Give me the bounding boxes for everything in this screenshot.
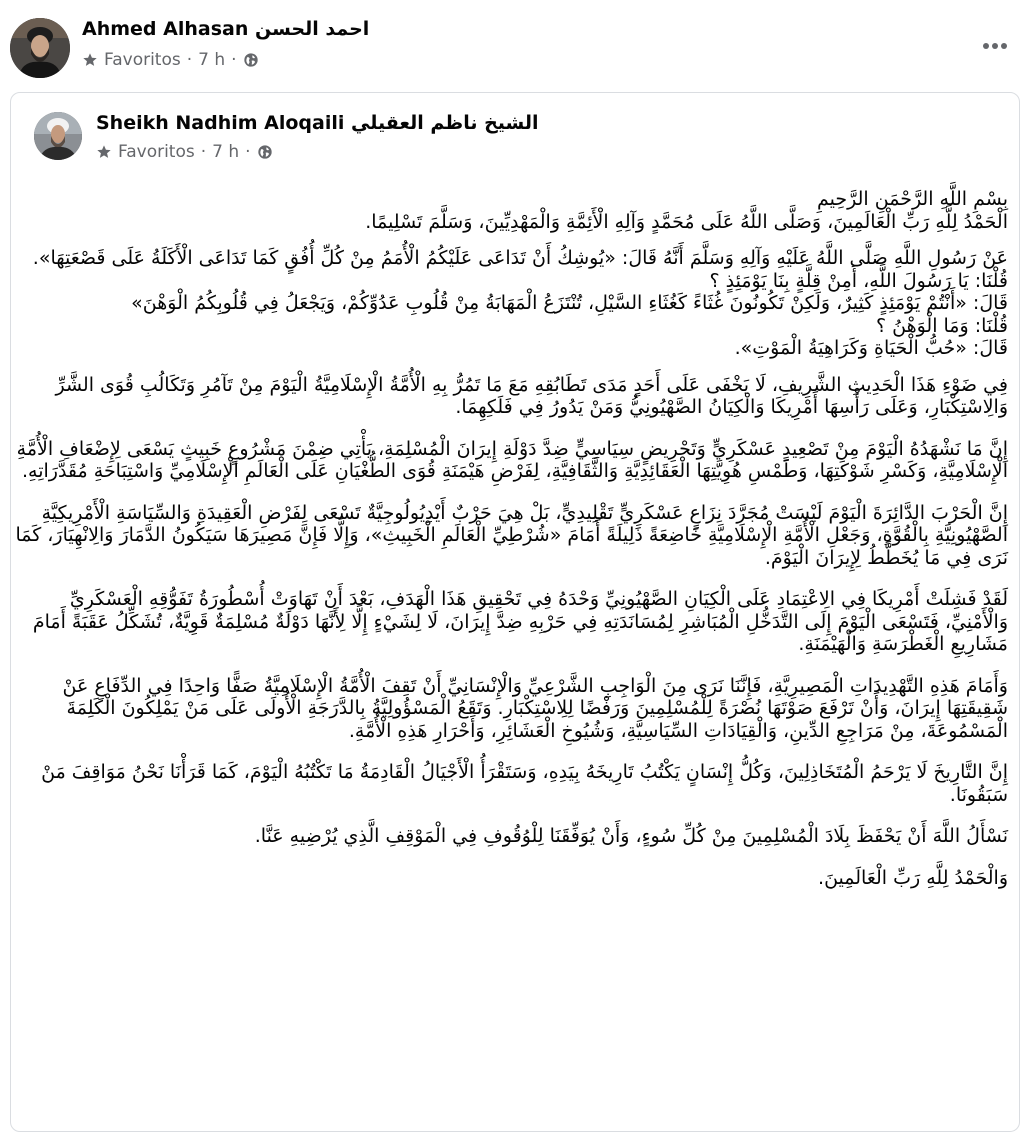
star-icon bbox=[96, 144, 112, 160]
body-paragraph: فِي ضَوْءِ هَذَا الْحَدِيثِ الشَّرِيفِ، لَا يَخْفَى عَلَى أَحَدٍ مَدَى تَطَابُقِهِ مَعَ مَا تَمُرُّ بِهِ الْأُمَّةُ الْإِسْلَامِيَّةُ الْيَوْمَ مِنْ تَآمُرِ وَتَكَالُبِ قُوَى الشَّرِّ وَالِاسْتِكْبَارِ، وَعَلَى رَأْسِهَا أَمْرِيكَا وَالْكِيَانُ الصَّهْيُونِيُّ وَمَنْ يَدُورُ فِي فَلَكِهِمَا. bbox=[55, 373, 1008, 418]
outer-author-name[interactable]: Ahmed Alhasan احمد الحسن bbox=[82, 18, 370, 40]
shared-post-meta bbox=[96, 142, 273, 162]
avatar-image bbox=[10, 18, 70, 78]
post-time[interactable]: 7 h bbox=[198, 50, 226, 70]
body-paragraph: وَأَمَامَ هَذِهِ التَّهْدِيدَاتِ الْمَصِيرِيَّةِ، فَإِنَّنَا نَرَى مِنَ الْوَاجِبِ الشَّرْعِيِّ وَالْإِنْسَانِيِّ أَنْ تَقِفَ الْأُمَّةُ الْإِسْلَامِيَّةُ صَفًّا وَاحِدًا فِي الدِّفَاعِ عَنْ شَقِيقَتِهَا إِيرَانَ، وَأَنْ تَرْفَعَ صَوْتَهَا نُصْرَةً لِلْمُسْلِمِينَ وَرَفْضًا لِلِاسْتِكْبَارِ. وَتَقَعُ الْمَسْؤُولِيَّةُ بِالدَّرَجَةِ الْأُولَى عَلَى مَنْ يَمْلِكُونَ الْكَلِمَةَ الْمَسْمُوعَةَ، مِنْ مَرَاجِعِ الدِّينِ، وَالْقِيَادَاتِ السِّيَاسِيَّةِ، وَشُيُوخِ الْعَشَائِرِ، وَأَحْرَارِ هَذِهِ الْأُمَّةِ. bbox=[62, 674, 1008, 742]
hadith-paragraph: عَنْ رَسُولِ اللَّهِ صَلَّى اللَّهُ عَلَيْهِ وَآلِهِ وَسَلَّمَ أَنَّهُ قَالَ: «يُوشِكُ أَنْ تَدَاعَى عَلَيْكُمُ الْأُمَمُ مِنْ كُلِّ أُفُقٍ كَمَا تَدَاعَى الْأَكَلَةُ عَلَى قَصْعَتِهَا». bbox=[32, 247, 1008, 269]
audience-label[interactable]: Favoritos bbox=[118, 142, 195, 162]
more-options-button[interactable] bbox=[981, 30, 1009, 58]
hadith-question: قُلْنَا: يَا رَسُولَ اللَّهِ، أَمِنْ قِلَّةٍ بِنَا يَوْمَئِذٍ ؟ bbox=[709, 269, 1008, 292]
shared-author-name[interactable]: Sheikh Nadhim Aloqaili الشيخ ناظم العقيلي bbox=[96, 112, 539, 134]
body-paragraph: لَقَدْ فَشِلَتْ أَمْرِيكَا فِي الِاعْتِمَادِ عَلَى الْكِيَانِ الصَّهْيُونِيِّ وَحْدَهُ فِي تَحْقِيقِ هَذَا الْهَدَفِ، بَعْدَ أَنْ تَهَاوَتْ أُسْطُورَةُ تَفَوُّقِهِ الْعَسْكَرِيِّ وَالْأَمْنِيِّ، فَتَسْعَى الْيَوْمَ إِلَى التَّدَخُّلِ الْمُبَاشِرِ لِمُسَانَدَتِهِ فِي حَرْبِهِ ضِدَّ إِيرَانَ، لَا لِشَيْءٍ إِلَّا لِأَنَّهَا دَوْلَةٌ مُسْلِمَةٌ قَوِيَّةٌ، تُشَكِّلُ عَقَبَةً أَمَامَ مَشَارِيعِ الْغَطْرَسَةِ وَالْهَيْمَنَةِ. bbox=[32, 588, 1008, 655]
meta-separator: · bbox=[186, 50, 193, 70]
body-paragraph: إِنَّ مَا نَشْهَدُهُ الْيَوْمَ مِنْ تَصْعِيدٍ عَسْكَرِيٍّ وَتَحْرِيضٍ سِيَاسِيٍّ ضِدَّ دَوْلَةِ إِيرَانَ الْمُسْلِمَةِ، يَأْتِي ضِمْنَ مَشْرُوعٍ خَبِيثٍ يَسْعَى لِإِضْعَافِ الْأُمَّةِ الْإِسْلَامِيَّةِ، وَكَسْرِ شَوْكَتِهَا، وَطَمْسِ هُوِيَّتِهَا الْعَقَائِدِيَّةِ وَالثَّقَافِيَّةِ، لِفَرْضِ هَيْمَنَةِ قُوَى الطُّغْيَانِ عَلَى الْعَالَمِ الْإِسْلَامِيِّ وَاسْتِبَاحَةِ مُقَدَّرَاتِهِ. bbox=[16, 437, 1008, 482]
body-paragraph: إِنَّ التَّارِيخَ لَا يَرْحَمُ الْمُتَخَاذِلِينَ، وَكُلُّ إِنْسَانٍ يَكْتُبُ تَارِيخَهُ بِيَدِهِ، وَسَتَقْرَأُ الْأَجْيَالُ الْقَادِمَةُ مَا تَكْتُبُهُ الْيَوْمَ، كَمَا قَرَأْنَا نَحْنُ مَوَاقِفَ مَنْ سَبَقُونَا. bbox=[41, 761, 1008, 806]
star-icon bbox=[82, 52, 98, 68]
post-time[interactable]: 7 h bbox=[212, 142, 240, 162]
globe-icon bbox=[243, 52, 259, 68]
hadith-answer: قَالَ: «أَنْتُمْ يَوْمَئِذٍ كَثِيرٌ، وَلَكِنْ تَكُونُونَ غُثَاءً كَغُثَاءِ السَّيْلِ، تُنْتَزَعُ الْمَهَابَةُ مِنْ قُلُوبِ عَدُوِّكُمْ، وَيَجْعَلُ فِي قُلُوبِكُمُ الْوَهْنَ» bbox=[131, 292, 1008, 314]
hadith-answer: قَالَ: «حُبُّ الْحَيَاةِ وَكَرَاهِيَةُ الْمَوْتِ». bbox=[734, 337, 1008, 359]
hadith-question: قُلْنَا: وَمَا الْوَهْنُ ؟ bbox=[875, 314, 1008, 337]
body-paragraph: نَسْأَلُ اللَّهَ أَنْ يَحْفَظَ بِلَادَ الْمُسْلِمِينَ مِنْ كُلِّ سُوءٍ، وَأَنْ يُوَفِّقَنَا لِلْوُقُوفِ فِي الْمَوْقِفِ الَّذِي يُرْضِيهِ عَنَّا. bbox=[254, 825, 1008, 847]
hamd-line: الْحَمْدُ لِلَّهِ رَبِّ الْعَالَمِينَ، وَصَلَّى اللَّهُ عَلَى مُحَمَّدٍ وَآلِهِ الْأَئِمَّةِ وَالْمَهْدِيِّينَ، وَسَلَّمَ تَسْلِيمًا. bbox=[365, 210, 1008, 233]
shared-author-avatar[interactable] bbox=[34, 112, 82, 160]
audience-label[interactable]: Favoritos bbox=[104, 50, 181, 70]
meta-separator: · bbox=[231, 50, 237, 70]
post-body bbox=[14, 188, 1008, 908]
globe-icon bbox=[257, 144, 273, 160]
meta-separator: · bbox=[245, 142, 251, 162]
closing-line: وَالْحَمْدُ لِلَّهِ رَبِّ الْعَالَمِينَ. bbox=[818, 866, 1008, 889]
basmala-line: بِسْمِ اللَّهِ الرَّحْمَنِ الرَّحِيمِ bbox=[817, 188, 1008, 210]
more-horizontal-icon bbox=[982, 35, 1008, 54]
outer-post-meta bbox=[82, 50, 259, 70]
outer-author-avatar[interactable] bbox=[10, 18, 70, 78]
body-paragraph: إِنَّ الْحَرْبَ الدَّائِرَةَ الْيَوْمَ لَيْسَتْ مُجَرَّدَ نِزَاعٍ عَسْكَرِيٍّ تَقْلِيدِيٍّ، بَلْ هِيَ حَرْبٌ أَيْدِيُولُوجِيَّةٌ تَسْعَى لِفَرْضِ الْعَقِيدَةِ وَالسِّيَاسَةِ الْأَمْرِيكِيَّةِ الصَّهْيُونِيَّةِ بِالْقُوَّةِ، وَجَعْلِ الْأُمَّةِ الْإِسْلَامِيَّةِ خَاضِعَةً ذَلِيلَةً أَمَامَ «شُرْطِيِّ الْعَالَمِ الْخَبِيثِ»، وَإِلَّا فَإِنَّ مَصِيرَهَا سَيَكُونُ الدَّمَارَ وَالِانْهِيَارَ، كَمَا نَرَى فِي مَا يُخَطَّطُ لِإِيرَانَ الْيَوْمَ. bbox=[15, 501, 1008, 569]
avatar-image bbox=[34, 112, 82, 160]
meta-separator: · bbox=[200, 142, 207, 162]
